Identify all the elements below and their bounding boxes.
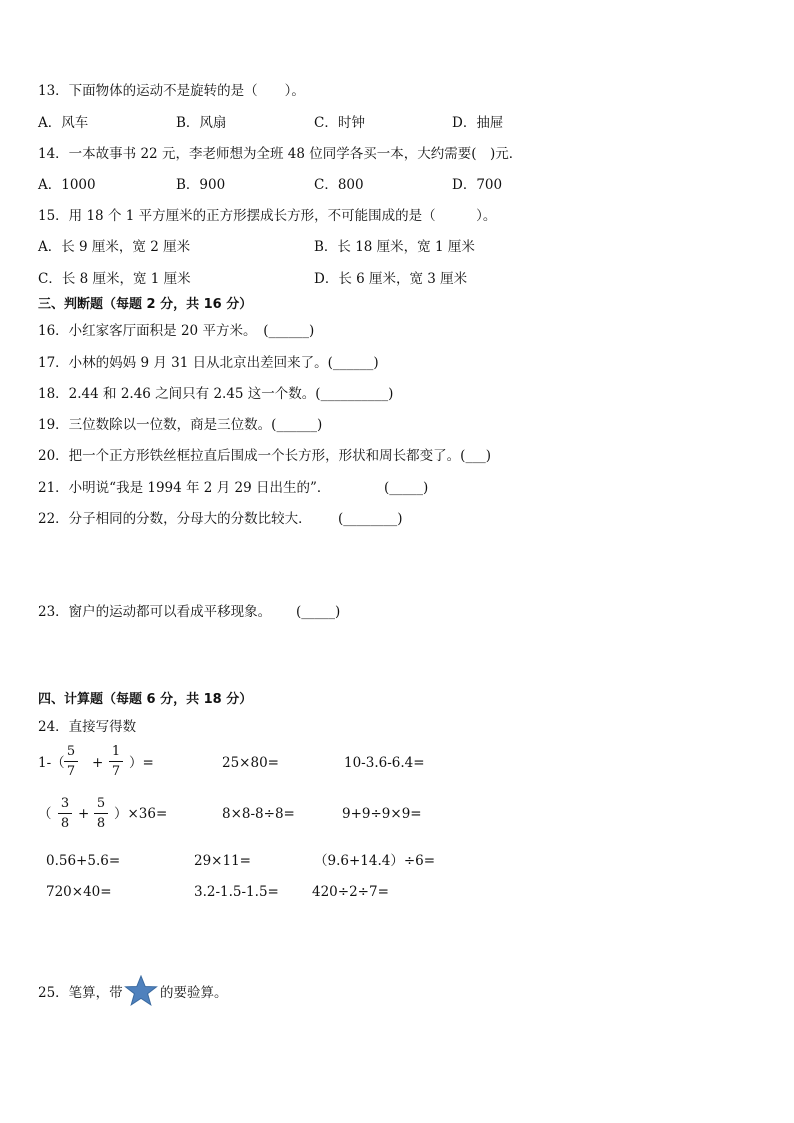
question-20: 20．把一个正方形铁丝框拉直后围成一个长方形，形状和周长都变了。(___) — [38, 448, 491, 464]
question-25-suffix: 的要验算。 — [160, 985, 228, 1001]
question-18: 18．2.44 和 2.46 之间只有 2.45 这一个数。(__________) — [38, 386, 394, 402]
calc-8: 29×11= — [194, 853, 251, 869]
question-19: 19．三位数除以一位数，商是三位数。(______) — [38, 417, 323, 433]
calc-4-suffix: ）×36= — [114, 806, 168, 822]
fraction-denominator: 8 — [60, 816, 70, 831]
calc-12: 420÷2÷7= — [312, 884, 389, 900]
q15-option-b: B．长 18 厘米，宽 1 厘米 — [314, 239, 475, 255]
q13-option-b: B．风扇 — [176, 115, 227, 131]
fraction-3-8 — [58, 796, 72, 831]
fraction-bar — [94, 813, 108, 814]
fraction-5-8 — [94, 796, 108, 831]
q15-option-c: C．长 8 厘米，宽 1 厘米 — [38, 271, 191, 287]
q14-option-b: B．900 — [176, 177, 226, 193]
fraction-bar — [58, 813, 72, 814]
question-14-stem: 14．一本故事书 22 元，李老师想为全班 48 位同学各买一本，大约需要( )元． — [38, 146, 523, 162]
calc-6: 9+9÷9×9= — [342, 806, 422, 822]
fraction-numerator: 5 — [66, 744, 76, 759]
q13-option-c: C．时钟 — [314, 115, 365, 131]
calc-7: 0.56+5.6= — [46, 853, 121, 869]
calc-5: 8×8-8÷8= — [222, 806, 295, 822]
calc-2: 25×80= — [222, 755, 279, 771]
question-21: 21．小明说“我是 1994 年 2 月 29 日出生的”． — [38, 480, 331, 496]
fraction-bar — [109, 761, 123, 762]
fraction-1-7 — [109, 744, 123, 779]
section-4-title: 四、计算题（每题 6 分，共 18 分） — [38, 692, 253, 707]
q21-answer-blank: (_____) — [384, 480, 429, 496]
question-17: 17．小林的妈妈 9 月 31 日从北京出差回来了。(______) — [38, 355, 379, 371]
q14-option-a: A．1000 — [38, 177, 96, 193]
question-23: 23．窗户的运动都可以看成平移现象。 — [38, 604, 272, 620]
fraction-denominator: 7 — [66, 764, 76, 779]
fraction-denominator: 7 — [111, 764, 121, 779]
question-22: 22．分子相同的分数，分母大的分数比较大． — [38, 511, 312, 527]
q23-answer-blank: (_____) — [296, 604, 341, 620]
question-15-stem: 15．用 18 个 1 平方厘米的正方形摆成长方形，不可能围成的是（ ）。 — [38, 208, 497, 224]
plus-sign: + — [78, 806, 90, 822]
fraction-5-7 — [64, 744, 78, 779]
q14-option-d: D．700 — [452, 177, 503, 193]
q13-option-d: D．抽屉 — [452, 115, 504, 131]
question-13-stem: 13．下面物体的运动不是旋转的是（ ）。 — [38, 83, 305, 99]
calc-9: （9.6+14.4）÷6= — [314, 853, 436, 869]
q22-answer-blank: (________) — [338, 511, 403, 527]
star-icon — [124, 975, 158, 1007]
calc-3: 10-3.6-6.4= — [344, 755, 425, 771]
q15-option-d: D．长 6 厘米，宽 3 厘米 — [314, 271, 468, 287]
question-24-stem: 24．直接写得数 — [38, 719, 137, 735]
calc-10: 720×40= — [46, 884, 112, 900]
question-16: 16．小红家客厅面积是 20 平方米。 (______) — [38, 323, 315, 339]
section-3-title: 三、判断题（每题 2 分，共 16 分） — [38, 297, 253, 312]
question-25-prefix: 25．笔算，带 — [38, 985, 123, 1001]
fraction-numerator: 1 — [111, 744, 121, 759]
calc-1-suffix: ）= — [129, 755, 154, 771]
fraction-numerator: 3 — [60, 796, 70, 811]
q14-option-c: C．800 — [314, 177, 364, 193]
q15-option-a: A．长 9 厘米，宽 2 厘米 — [38, 239, 191, 255]
q13-option-a: A．风车 — [38, 115, 89, 131]
fraction-numerator: 5 — [96, 796, 106, 811]
calc-11: 3.2-1.5-1.5= — [194, 884, 279, 900]
plus-sign: + — [92, 755, 104, 771]
calc-1-prefix: 1-（ — [38, 755, 65, 771]
fraction-denominator: 8 — [96, 816, 106, 831]
calc-4-prefix: （ — [38, 806, 52, 822]
fraction-bar — [64, 761, 78, 762]
